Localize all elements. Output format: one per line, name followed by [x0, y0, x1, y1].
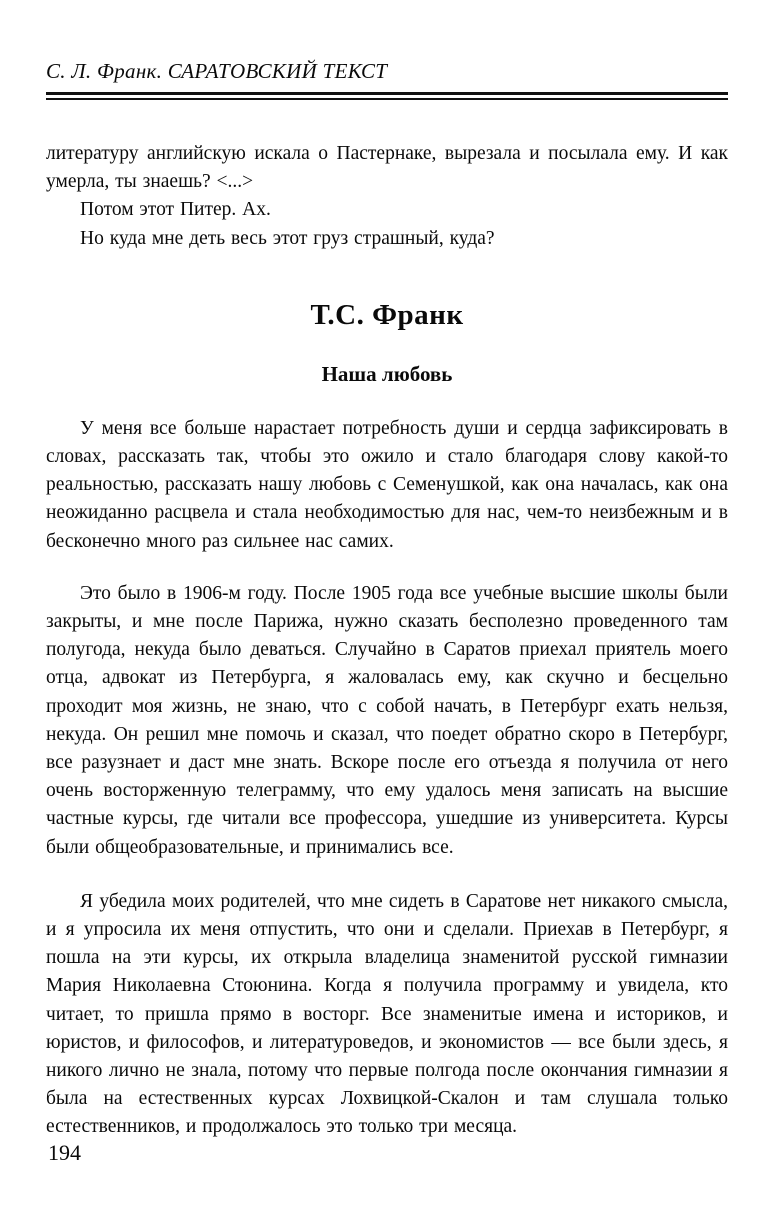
body-paragraph-3: Я убедила моих родителей, что мне сидеть в Саратове нет никакого смысла, и я упросила их меня отпустить, что они и сделали. Приехав в Петербург, я пошла на эти курсы, их открыла владелица знаменитой русской гимназии Мария Николаевна Стоюнина. Когда я получила программу и увидела, кто читает, то пришла прямо в восторг. Все знаменитые имена и историков, и юристов, и философов, и литературоведов, и экономистов — все были здесь, я никого лично не знала, потому что первые полгода после окончания гимназии я была на естественных курсах Лохвицкой-Скалон и там слушала только естественников, и продолжалось это только три месяца.: [46, 890, 728, 1138]
section-subtitle: Наша любовь: [321, 361, 453, 386]
running-header: С. Л. Франк. САРАТОВСКИЙ ТЕКСТ: [46, 59, 388, 83]
body-paragraph-1: У меня все больше нарастает потребность души и сердца зафиксировать в словах, рассказать так, чтобы это ожило и стало благодаря слову какой-то реальностью, рассказать нашу любовь с Семенушкой, как она началась, как она неожиданно расцвела и стала необходимостью для нас, чем-то неизбежным и в бесконечно много раз сильнее нас самих.: [46, 417, 728, 552]
body-section: [46, 415, 728, 1142]
intro-paragraph-2: Потом этот Питер. Ах.: [80, 199, 271, 221]
intro-section: [46, 140, 728, 253]
page-number: 194: [48, 1140, 81, 1165]
section-title: Т.С. Франк: [310, 298, 464, 331]
header-double-rule: [46, 92, 728, 100]
intro-paragraph-continuation: литературу английскую искала о Пастернаке, вырезала и посылала ему. И как умерла, ты знаешь? <...>: [46, 143, 728, 193]
intro-paragraph-3: Но куда мне деть весь этот груз страшный, куда?: [80, 227, 495, 249]
body-paragraph-2: Это было в 1906-м году. После 1905 года все учебные высшие школы были закрыты, и мне после Парижа, нужно сказать бесполезно проведенного там полугода, некуда было деваться. Случайно в Саратов приехал приятель моего отца, адвокат из Петербурга, я жаловалась ему, как скучно и бесцельно проходит моя жизнь, не знаю, что с собой начать, в Петербург ехать нельзя, некуда. Он решил мне помочь и сказал, что поедет обратно скоро в Петербург, все разузнает и даст мне знать. Вскоре после его отъезда я получила от него очень восторженную телеграмму, что ему удалось меня записать на высшие частные курсы, где читали все профессора, ушедшие из университета. Курсы были общеобразовательные, и принимались все.: [46, 582, 728, 858]
